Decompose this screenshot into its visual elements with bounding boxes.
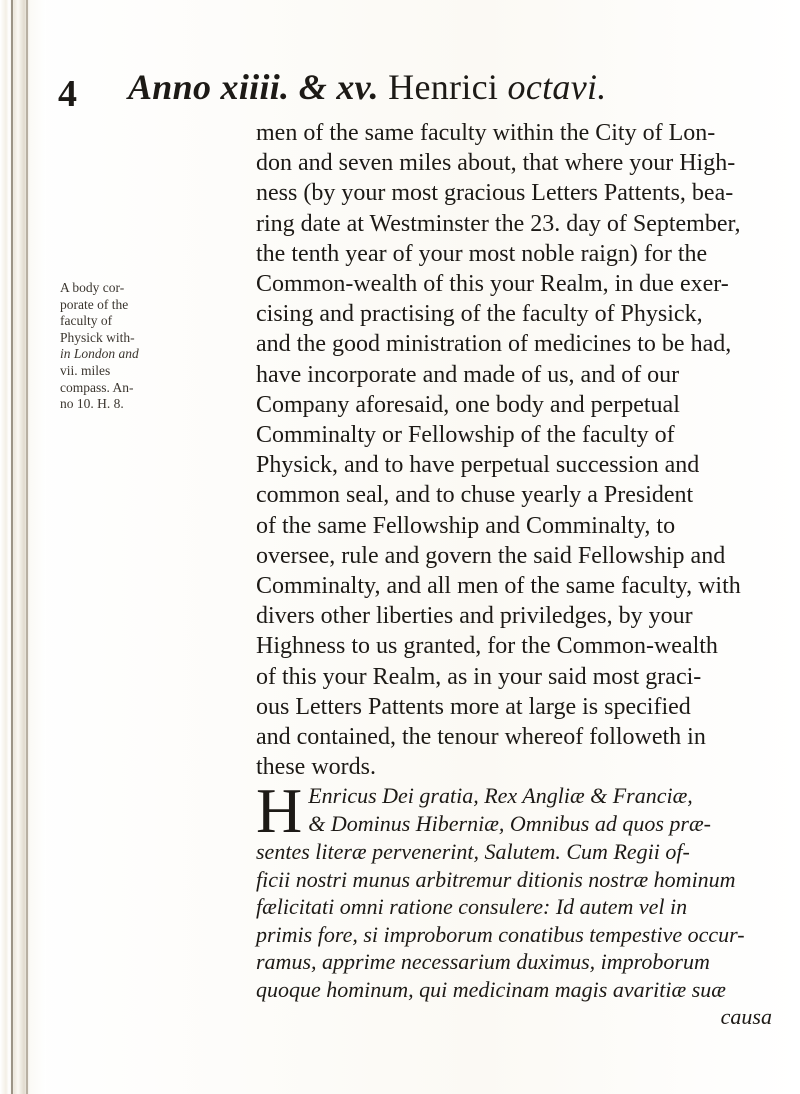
latin-line: Enricus Dei gratia, Rex Angliæ & Franciæ, [308,783,693,808]
page-number: 4 [58,73,77,115]
body-line: of the same Fellowship and Comminalty, to [256,512,676,539]
running-head-henrici: Henrici [388,67,499,107]
body-line: have incorporate and made of us, and of our [256,361,680,388]
body-line: cising and practising of the faculty of Physick, [256,301,703,328]
binding-line [26,0,28,1094]
body-line: Comminalty, and all men of the same faculty, with [256,573,741,600]
body-line: Physick, and to have perpetual succession and [256,452,700,479]
body-line: men of the same faculty within the City of Lon- [256,120,716,146]
drop-cap: H [256,775,303,846]
latin-line: quoque hominum, qui medicinam magis avaritiæ suæ [256,976,726,1002]
margin-note-line: porate of the [60,296,129,312]
body-line: the tenth year of your most noble raign) for the [256,240,708,267]
body-line: ous Letters Pattents more at large is specified [256,693,691,720]
margin-note-line: A body cor- [60,280,125,295]
catchword: causa [720,1004,772,1029]
body-line: and contained, the tenour whereof followeth in [256,724,706,751]
latin-charter [256,775,796,1031]
latin-line: ficii nostri munus arbitremur ditionis nostræ hominum [256,866,736,892]
body-line: oversee, rule and govern the said Fellowship and [256,542,726,569]
running-head-octavi: octavi. [507,67,607,107]
latin-line: & Dominus Hiberniæ, Omnibus ad quos præ- [308,810,711,836]
running-head-amp: & [298,67,327,107]
body-line: ness (by your most gracious Letters Pattents, bea- [256,180,734,207]
latin-line: sentes literæ pervenerint, Salutem. Cum Regii of- [256,839,690,864]
running-head-xv: xv. [336,67,379,107]
margin-note-line: vii. miles [60,362,111,378]
margin-note-line: faculty of [60,313,113,329]
body-paragraph [256,118,796,782]
body-line: divers other liberties and priviledges, by your [256,603,693,630]
body-line: Company aforesaid, one body and perpetual [256,391,680,418]
body-line: common seal, and to chuse yearly a President [256,482,694,509]
body-line: Highness to us granted, for the Common-wealth [256,633,718,660]
body-line: don and seven miles about, that where your High- [256,150,736,177]
margin-note-line: no 10. H. 8. [60,396,124,412]
body-line: of this your Realm, as in your said most graci- [256,663,702,690]
running-head-anno: Anno xiiii. [128,67,290,107]
latin-line: ramus, apprime necessarium duximus, improborum [256,949,710,974]
margin-note-line: compass. An- [60,379,134,395]
body-line: Comminalty or Fellowship of the faculty of [256,422,675,449]
body-line: and the good ministration of medicines to be had, [256,331,732,358]
latin-line: primis fore, si improborum conatibus tempestive occur- [256,921,745,947]
margin-note [60,280,146,413]
body-line: ring date at Westminster the 23. day of September, [256,210,741,237]
margin-note-line: in London and [60,346,139,362]
latin-line: fælicitati omni ratione consulere: Id autem vel in [256,894,688,919]
body-line: these words. [256,754,376,781]
body-line: Common-wealth of this your Realm, in due exer- [256,271,729,298]
running-head [128,66,788,108]
binding-line [11,0,13,1094]
binding-edge [0,0,46,1094]
margin-note-line: Physick with- [60,329,135,345]
